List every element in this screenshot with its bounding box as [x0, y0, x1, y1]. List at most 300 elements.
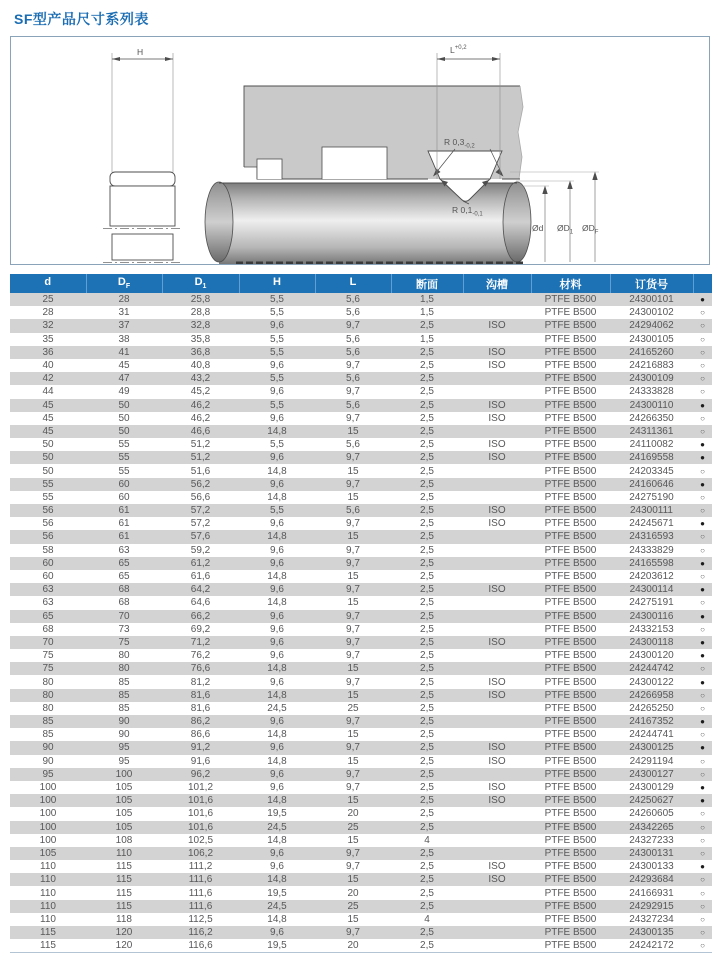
- table-row: [10, 451, 712, 464]
- cell-h: 14,8: [267, 571, 287, 583]
- filled-dot-icon: ●: [700, 677, 705, 687]
- cell-groove: ISO: [488, 412, 506, 424]
- cell-df: 73: [118, 623, 130, 635]
- cell-d: 68: [42, 623, 54, 635]
- cell-df: 31: [118, 307, 130, 319]
- cell-df: 70: [118, 610, 130, 622]
- cell-section: 2,5: [420, 373, 434, 385]
- cell-d1: 36,8: [190, 346, 211, 358]
- cell-material: PTFE B500: [544, 491, 597, 503]
- radius-inner-label: R $0,1_{-0,1}$: [452, 205, 483, 218]
- cell-groove: [463, 834, 531, 847]
- cell-h: 9,6: [270, 676, 284, 688]
- cell-material: PTFE B500: [544, 742, 597, 754]
- cell-section: 2,5: [420, 346, 434, 358]
- dim-h-label: H: [137, 47, 144, 57]
- cell-order-no: 24300118: [629, 636, 674, 648]
- empty-dot-icon: ○: [700, 624, 705, 634]
- cell-order-no: 24245671: [629, 518, 674, 530]
- cell-material: PTFE B500: [544, 702, 597, 714]
- cell-l: 25: [347, 702, 359, 714]
- cell-d: 56: [42, 531, 54, 543]
- cell-availability: [693, 346, 712, 359]
- cell-section: 2,5: [420, 518, 434, 530]
- cell-groove: ISO: [488, 452, 506, 464]
- cell-section: 1,5: [420, 333, 434, 345]
- cell-material: PTFE B500: [544, 373, 597, 385]
- cell-groove: [463, 557, 531, 570]
- cell-groove: ISO: [488, 742, 506, 754]
- cell-material: PTFE B500: [544, 650, 597, 662]
- cell-l: 9,7: [346, 610, 360, 622]
- cell-d1: 40,8: [190, 360, 211, 372]
- cell-l: 15: [347, 755, 359, 767]
- cell-l: 5,6: [346, 333, 360, 345]
- cell-df: 105: [115, 821, 133, 833]
- cell-d: 80: [42, 689, 54, 701]
- cell-availability: [693, 821, 712, 834]
- cell-h: 5,5: [270, 505, 284, 517]
- cell-df: 60: [118, 491, 130, 503]
- empty-dot-icon: ○: [700, 321, 705, 331]
- cell-d1: 111,2: [188, 861, 213, 873]
- cell-l: 9,7: [346, 478, 360, 490]
- cell-groove: ISO: [488, 399, 506, 411]
- cell-df: 61: [118, 531, 130, 543]
- cell-availability: [693, 544, 712, 557]
- cell-d1: 111,6: [188, 887, 213, 899]
- cell-section: 2,5: [420, 927, 434, 939]
- cell-section: 4: [424, 834, 430, 846]
- empty-dot-icon: ○: [700, 545, 705, 555]
- cell-d1: 56,2: [190, 478, 211, 490]
- cell-d: 100: [39, 782, 57, 794]
- cell-d: 95: [42, 768, 54, 780]
- table-row: [10, 662, 712, 675]
- cell-availability: [693, 715, 712, 728]
- cell-d1: 46,2: [190, 399, 211, 411]
- col-header-groove: 沟槽: [463, 274, 531, 293]
- cell-l: 5,6: [346, 439, 360, 451]
- cell-order-no: 24275190: [629, 491, 674, 503]
- cell-groove: ISO: [488, 676, 506, 688]
- cell-section: 2,5: [420, 399, 434, 411]
- empty-dot-icon: ○: [700, 572, 705, 582]
- cell-section: 2,5: [391, 939, 463, 953]
- cell-d: 45: [42, 399, 54, 411]
- cell-h: 9,6: [270, 650, 284, 662]
- table-row: [10, 623, 712, 636]
- cell-d1: 28,8: [190, 307, 211, 319]
- cell-d1: 51,2: [190, 439, 211, 451]
- filled-dot-icon: ●: [700, 585, 705, 595]
- cell-groove: [463, 939, 531, 953]
- cell-order-no: 24300101: [629, 294, 674, 306]
- cell-l: 25: [347, 821, 359, 833]
- cell-order-no: 24300109: [629, 373, 674, 385]
- cell-availability: [693, 583, 712, 596]
- empty-dot-icon: ○: [700, 598, 705, 608]
- cell-material: PTFE B500: [544, 557, 597, 569]
- dimension-series-table: [10, 274, 712, 953]
- empty-dot-icon: ○: [700, 901, 705, 911]
- cell-d1: 116,2: [188, 927, 213, 939]
- cell-material: PTFE B500: [544, 861, 597, 873]
- cell-material: PTFE B500: [544, 307, 597, 319]
- cell-order-no: 24311361: [629, 425, 674, 437]
- empty-dot-icon: ○: [700, 426, 705, 436]
- cell-section: 2,5: [420, 610, 434, 622]
- cell-section: 2,5: [420, 650, 434, 662]
- cell-availability: [693, 913, 712, 926]
- cell-l: 9,7: [346, 320, 360, 332]
- table-row: [10, 794, 712, 807]
- cell-groove: [463, 728, 531, 741]
- table-row: [10, 293, 712, 306]
- table-row: [10, 636, 712, 649]
- cell-h: 5,5: [270, 373, 284, 385]
- cell-d1: 66,2: [190, 610, 211, 622]
- cell-h: 5,5: [270, 399, 284, 411]
- cell-df: 108: [115, 834, 133, 846]
- table-row: [10, 583, 712, 596]
- filled-dot-icon: ●: [700, 743, 705, 753]
- cell-l: 15: [347, 531, 359, 543]
- cell-h: 9,6: [270, 557, 284, 569]
- cell-d1: 86,6: [190, 729, 211, 741]
- cell-d1: 96,2: [190, 768, 211, 780]
- table-row: [10, 689, 712, 702]
- cell-df: 41: [118, 346, 130, 358]
- cell-order-no: 24333828: [629, 386, 674, 398]
- cell-availability: [693, 847, 712, 860]
- cell-l: 15: [347, 795, 359, 807]
- cell-df: 49: [118, 386, 130, 398]
- cell-section: 2,5: [420, 320, 434, 332]
- col-header-section: 断面: [391, 274, 463, 293]
- cell-order-no: 24300122: [629, 676, 674, 688]
- cell-d1: 61,2: [190, 557, 211, 569]
- cell-h: 14,8: [267, 795, 287, 807]
- cell-availability: [693, 702, 712, 715]
- cell-d: 32: [42, 320, 54, 332]
- cell-section: 2,5: [420, 874, 434, 886]
- cell-h: 9,6: [270, 742, 284, 754]
- cell-order-no: 24327233: [629, 834, 674, 846]
- cell-l: 5,6: [346, 505, 360, 517]
- shaft: [205, 182, 531, 265]
- cell-h: 14,8: [267, 597, 287, 609]
- cell-section: 2,5: [420, 452, 434, 464]
- cell-d: 110: [40, 913, 56, 925]
- cell-order-no: 24300116: [629, 610, 674, 622]
- cell-d1: 32,8: [190, 320, 211, 332]
- cell-section: 2,5: [420, 755, 434, 767]
- cell-section: 2,5: [420, 557, 434, 569]
- cell-l: 15: [347, 689, 359, 701]
- cell-d1: 69,2: [190, 623, 211, 635]
- cell-d: 105: [39, 847, 57, 859]
- cell-l: 9,7: [346, 742, 360, 754]
- cell-h: 14,8: [267, 834, 287, 846]
- cell-d: 36: [42, 346, 54, 358]
- cell-df: 120: [115, 927, 133, 939]
- cell-l: 9,7: [346, 861, 360, 873]
- cell-l: 5,6: [346, 307, 360, 319]
- cell-availability: [693, 939, 712, 953]
- cell-groove: ISO: [488, 439, 506, 451]
- cell-section: 2,5: [420, 412, 434, 424]
- empty-dot-icon: ○: [700, 928, 705, 938]
- cell-d1: 45,2: [190, 386, 211, 398]
- cell-h: 24,5: [267, 821, 287, 833]
- cell-l: 9,7: [346, 518, 360, 530]
- cell-h: 14,8: [267, 689, 287, 701]
- cell-availability: [693, 768, 712, 781]
- cell-availability: [693, 504, 712, 517]
- cell-h: 9,6: [270, 478, 284, 490]
- cell-order-no: 24242172: [610, 939, 693, 953]
- filled-dot-icon: ●: [700, 558, 705, 568]
- cell-groove: [463, 623, 531, 636]
- empty-dot-icon: ○: [700, 664, 705, 674]
- cell-df: 115: [116, 874, 132, 886]
- empty-dot-icon: ○: [700, 308, 705, 318]
- cell-l: 15: [347, 729, 359, 741]
- cell-df: 28: [118, 294, 130, 306]
- cell-availability: [693, 794, 712, 807]
- cell-d1: 51,2: [190, 452, 211, 464]
- cell-h: 9,6: [270, 927, 284, 939]
- cell-availability: [693, 873, 712, 886]
- cell-d1: 61,6: [190, 571, 211, 583]
- cell-l: 15: [347, 491, 359, 503]
- cell-groove: ISO: [488, 636, 506, 648]
- cell-df: 37: [118, 320, 130, 332]
- cell-section: 2,5: [420, 636, 434, 648]
- cell-h: 9,6: [270, 518, 284, 530]
- filled-dot-icon: ●: [700, 453, 705, 463]
- cell-section: 1,5: [420, 307, 434, 319]
- cell-section: 2,5: [420, 847, 434, 859]
- empty-dot-icon: ○: [700, 941, 705, 951]
- cell-df: 50: [118, 412, 130, 424]
- cell-availability: [693, 900, 712, 913]
- cell-d: 28: [42, 307, 54, 319]
- cell-df: 85: [118, 689, 130, 701]
- cell-df: 55: [118, 439, 130, 451]
- cell-groove: [463, 768, 531, 781]
- table-row: [10, 346, 712, 359]
- cell-d: 115: [40, 927, 56, 939]
- cell-availability: [693, 623, 712, 636]
- cell-material: PTFE B500: [544, 716, 597, 728]
- cell-d: 60: [42, 571, 54, 583]
- cell-l: 15: [347, 834, 359, 846]
- cell-d1: 57,2: [190, 505, 211, 517]
- cell-material: PTFE B500: [544, 663, 597, 675]
- col-header-availability: [693, 274, 712, 293]
- cell-order-no: 24203345: [629, 465, 674, 477]
- cell-d: 80: [42, 676, 54, 688]
- table-row: [10, 306, 712, 319]
- cell-df: 80: [118, 663, 130, 675]
- cell-d: 60: [42, 557, 54, 569]
- cell-order-no: 24244741: [629, 729, 674, 741]
- empty-dot-icon: ○: [700, 809, 705, 819]
- cell-d1: 76,2: [190, 650, 211, 662]
- cell-d1: 111,6: [188, 874, 213, 886]
- cell-availability: [693, 807, 712, 820]
- cell-availability: [693, 675, 712, 688]
- cell-h: 14,8: [267, 874, 287, 886]
- cell-h: 14,8: [267, 425, 287, 437]
- cell-section: 2,5: [420, 768, 434, 780]
- cell-groove: [463, 715, 531, 728]
- table-row: [10, 610, 712, 623]
- empty-dot-icon: ○: [700, 347, 705, 357]
- table-row: [10, 873, 712, 886]
- cell-section: 2,5: [420, 505, 434, 517]
- cell-material: PTFE B500: [544, 465, 597, 477]
- cell-groove: [463, 649, 531, 662]
- empty-dot-icon: ○: [700, 703, 705, 713]
- dia-d1-label: $ØD_1$: [557, 223, 574, 236]
- cell-order-no: 24300120: [629, 650, 674, 662]
- cell-section: 2,5: [420, 531, 434, 543]
- cell-d: 45: [42, 412, 54, 424]
- cell-d: 110: [40, 874, 56, 886]
- dia-d-label: Ød: [532, 223, 544, 233]
- cell-d: 42: [42, 373, 54, 385]
- cell-h: 9,6: [270, 610, 284, 622]
- cell-groove: ISO: [488, 782, 506, 794]
- cell-groove: [463, 847, 531, 860]
- cell-order-no: 24292915: [629, 900, 674, 912]
- cell-h: 14,8: [267, 491, 287, 503]
- cell-df: 60: [118, 478, 130, 490]
- cell-order-no: 24266350: [629, 412, 674, 424]
- table-row: [10, 926, 712, 939]
- cell-h: 9,6: [270, 452, 284, 464]
- col-header-l: L: [315, 274, 391, 293]
- table-row: [10, 821, 712, 834]
- empty-dot-icon: ○: [700, 848, 705, 858]
- cell-df: 105: [115, 782, 133, 794]
- cell-df: 55: [118, 452, 130, 464]
- cell-groove: [463, 596, 531, 609]
- cell-d: 100: [39, 821, 57, 833]
- cell-order-no: 24342265: [629, 821, 674, 833]
- cell-material: PTFE B500: [544, 346, 597, 358]
- cell-d: 75: [42, 650, 54, 662]
- cell-groove: [463, 913, 531, 926]
- cell-d1: 64,6: [190, 597, 211, 609]
- cell-df: 65: [118, 571, 130, 583]
- cell-h: 14,8: [267, 729, 287, 741]
- table-row: [10, 399, 712, 412]
- cell-material: PTFE B500: [544, 518, 597, 530]
- table-row: [10, 504, 712, 517]
- empty-dot-icon: ○: [700, 466, 705, 476]
- cell-df: 90: [118, 716, 130, 728]
- cell-order-no: 24291194: [629, 755, 674, 767]
- cell-l: 9,7: [346, 782, 360, 794]
- cell-section: 2,5: [420, 821, 434, 833]
- table-row: [10, 649, 712, 662]
- assembly-view: [205, 53, 599, 265]
- cell-d: 50: [42, 452, 54, 464]
- cell-d1: 86,2: [190, 716, 211, 728]
- table-row: [10, 438, 712, 451]
- cell-l: 9,7: [346, 360, 360, 372]
- cell-l: 9,7: [346, 927, 360, 939]
- cell-groove: ISO: [488, 346, 506, 358]
- cell-material: PTFE B500: [544, 900, 597, 912]
- cell-section: 2,5: [420, 663, 434, 675]
- empty-dot-icon: ○: [700, 769, 705, 779]
- cell-d: 63: [42, 597, 54, 609]
- cell-order-no: 24300125: [629, 742, 674, 754]
- cell-section: 2,5: [420, 729, 434, 741]
- cell-groove: [463, 821, 531, 834]
- cell-section: 1,5: [420, 294, 434, 306]
- cell-groove: ISO: [488, 320, 506, 332]
- table-row: [10, 557, 712, 570]
- cell-section: 2,5: [420, 491, 434, 503]
- cell-order-no: 24169558: [629, 452, 674, 464]
- cell-df: 95: [118, 755, 130, 767]
- cell-order-no: 24300135: [629, 927, 674, 939]
- cell-d1: 101,6: [187, 795, 214, 807]
- cell-h: 9,6: [270, 716, 284, 728]
- cell-d: 44: [42, 386, 54, 398]
- cell-order-no: 24167352: [629, 716, 674, 728]
- cell-order-no: 24165260: [629, 346, 674, 358]
- cell-d: 90: [42, 755, 54, 767]
- cell-order-no: 24275191: [629, 597, 674, 609]
- cell-material: PTFE B500: [544, 808, 597, 820]
- cell-l: 9,7: [346, 636, 360, 648]
- cell-d1: 57,2: [190, 518, 211, 530]
- cell-groove: [463, 372, 531, 385]
- cell-d1: 46,6: [190, 425, 211, 437]
- cell-d: 110: [40, 887, 56, 899]
- filled-dot-icon: ●: [700, 717, 705, 727]
- cell-d1: 112,5: [188, 913, 213, 925]
- cell-groove: [463, 610, 531, 623]
- cell-h: 9,6: [270, 320, 284, 332]
- cell-order-no: 24300127: [629, 768, 674, 780]
- cell-df: 75: [118, 636, 130, 648]
- table-row: [10, 425, 712, 438]
- cell-groove: ISO: [488, 584, 506, 596]
- cell-order-no: 24216883: [629, 360, 674, 372]
- table-row: [10, 544, 712, 557]
- cell-groove: [463, 293, 531, 306]
- cell-h: 5,5: [270, 333, 284, 345]
- filled-dot-icon: ●: [700, 637, 705, 647]
- cell-availability: [693, 399, 712, 412]
- dia-df-label: $ØD_F$: [582, 223, 599, 236]
- empty-dot-icon: ○: [700, 822, 705, 832]
- cell-df: 61: [118, 518, 130, 530]
- cell-df: 118: [116, 913, 132, 925]
- cell-material: PTFE B500: [544, 584, 597, 596]
- cell-availability: [693, 293, 712, 306]
- cell-d: 90: [42, 742, 54, 754]
- cell-d: 85: [42, 729, 54, 741]
